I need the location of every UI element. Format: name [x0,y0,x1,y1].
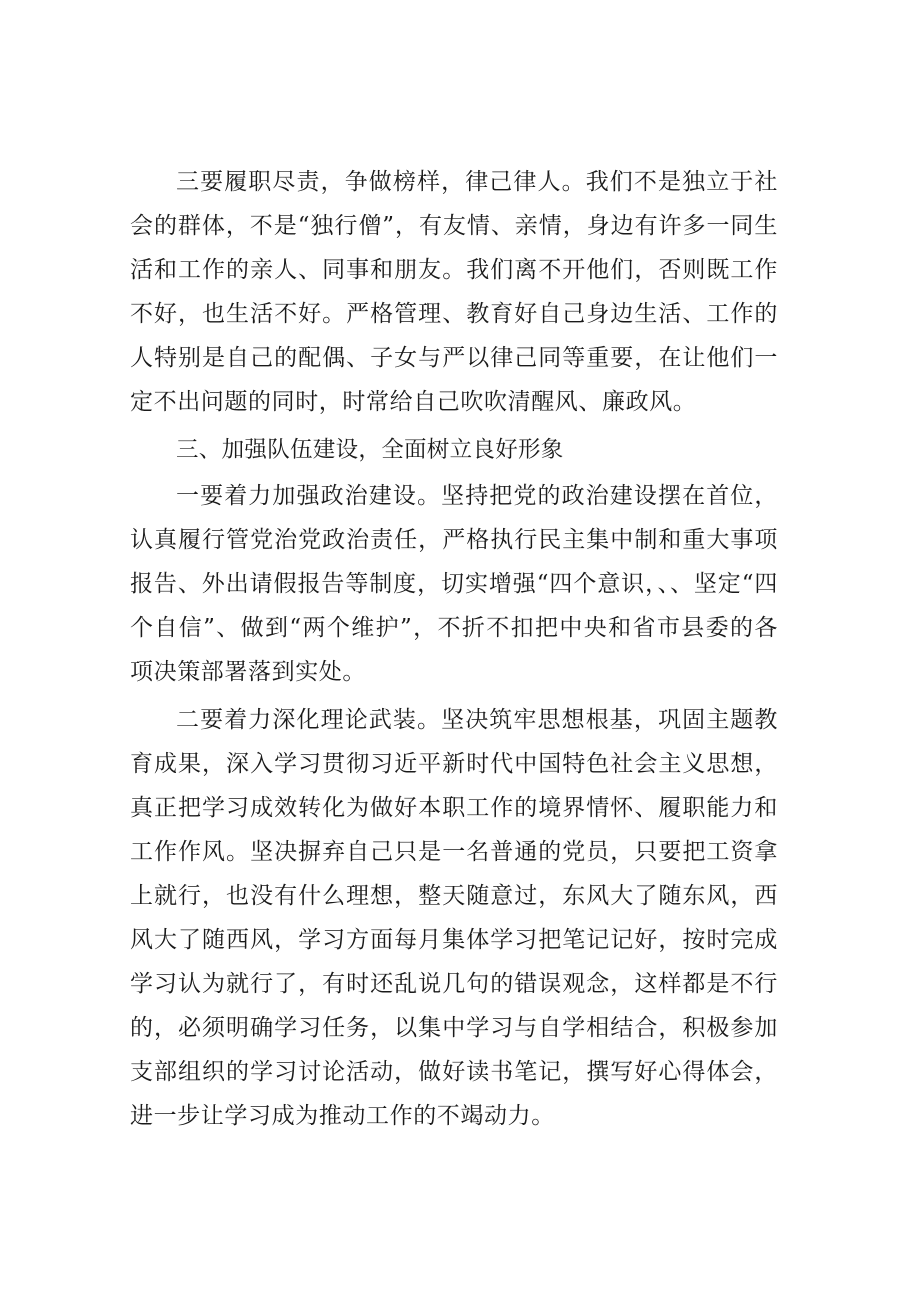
paragraph-theory-study: 二要着力深化理论武装。坚决筑牢思想根基，巩固主题教育成果，深入学习贯彻习近平新时代中国特色社会主义思想，真正把学习成效转化为做好本职工作的境界情怀、履职能力和工作作风。坚决摒弃自己只是一名普通的党员，只要把工资拿上就行，也没有什么理想，整天随意过，东风大了随东风，西风大了随西风，学习方面每月集体学习把笔记记好，按时完成学习认为就行了，有时还乱说几句的错误观念，这样都是不行的，必须明确学习任务，以集中学习与自学相结合，积极参加支部组织的学习讨论活动，做好读书笔记，撰写好心得体会，进一步让学习成为推动工作的不竭动力。 [130,707,778,1129]
document-body [130,160,778,1142]
section-heading-team-building: 三、加强队伍建设，全面树立良好形象 [176,437,564,463]
paragraph-political-building: 一要着力加强政治建设。坚持把党的政治建设摆在首位，认真履行管党治党政治责任，严格执行民主集中制和重大事项报告、外出请假报告等制度，切实增强“四个意识，、、坚定“四个自信”、做到“两个维护”，不折不扣把中央和省市县委的各项决策部署落到实处。 [130,483,778,685]
paragraph-role-model: 三要履职尽责，争做榜样，律己律人。我们不是独立于社会的群体，不是“独行僧”，有友情、亲情，身边有许多一同生活和工作的亲人、同事和朋友。我们离不开他们，否则既工作不好，也生活不好。严格管理、教育好自己身边生活、工作的人特别是自己的配偶、子女与严以律己同等重要，在让他们一定不出问题的同时，时常给自己吹吹清醒风、廉政风。 [130,169,778,415]
